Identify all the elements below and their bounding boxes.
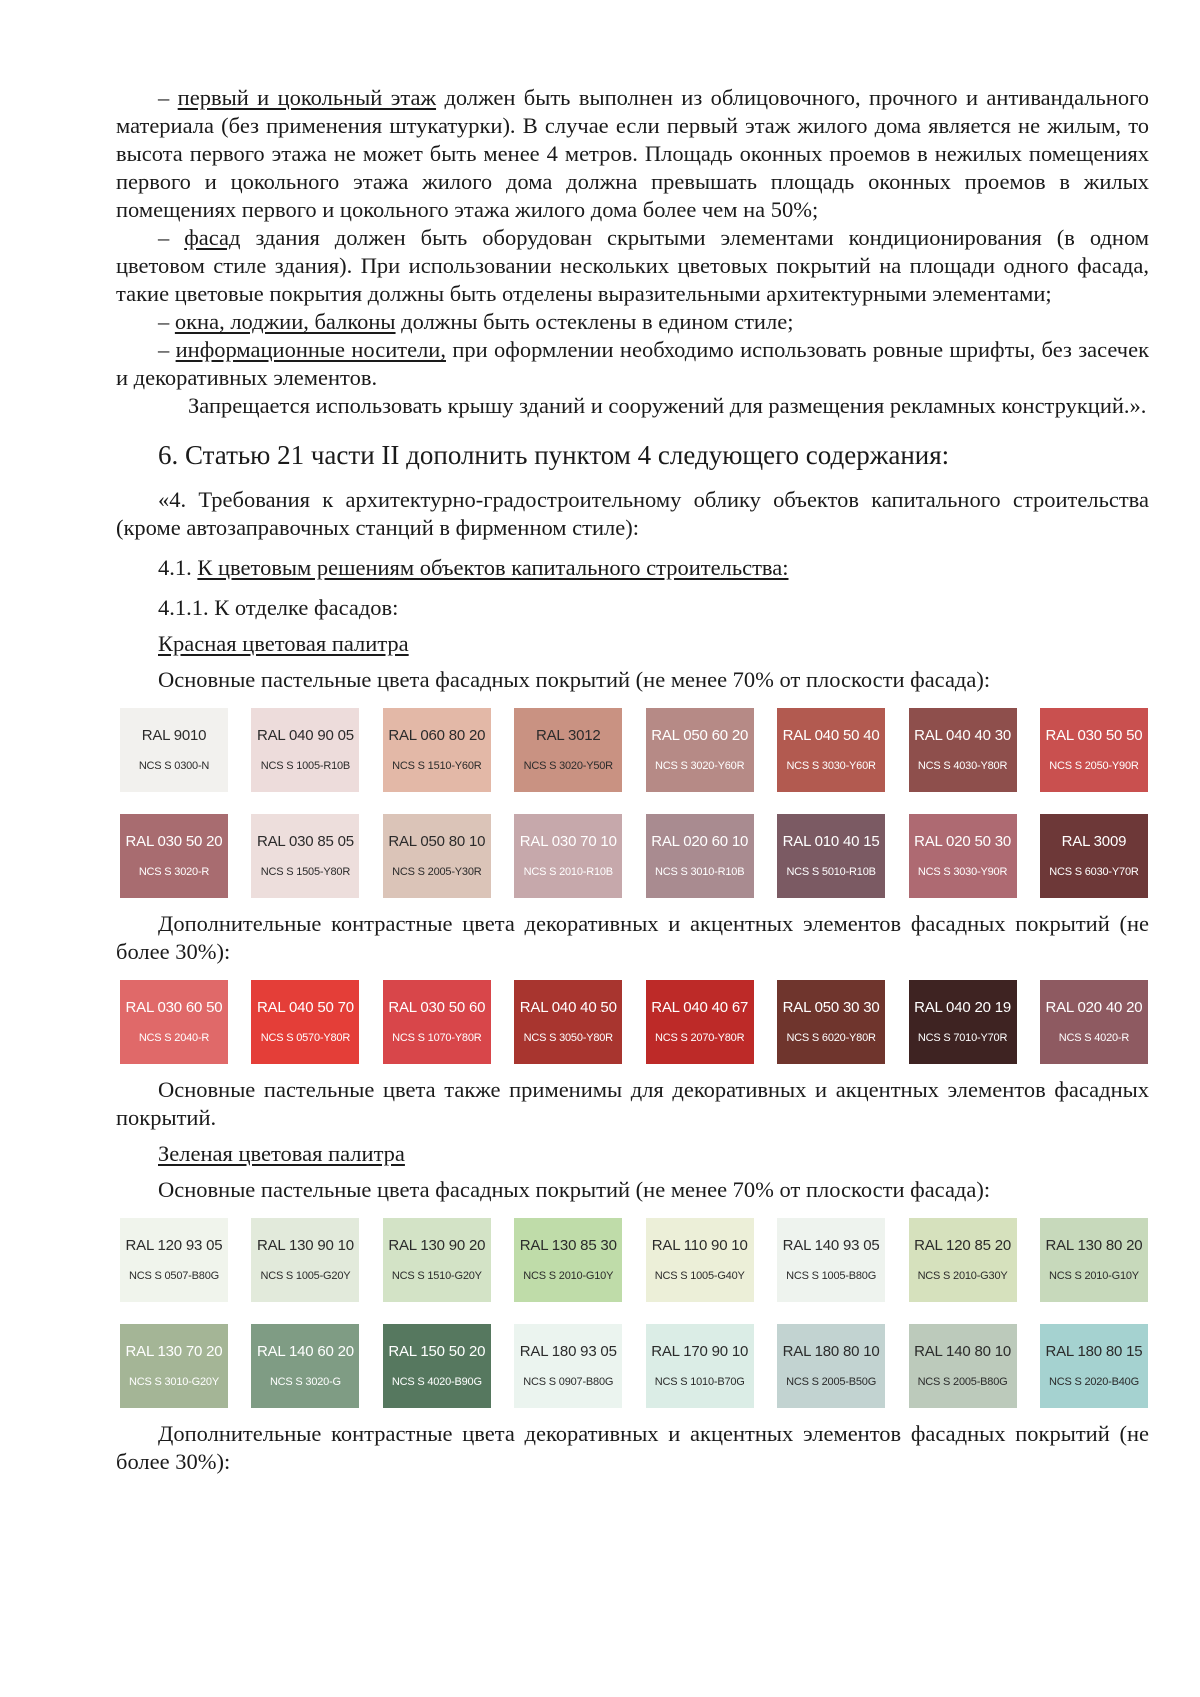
ral-code: RAL 3009	[1061, 833, 1127, 850]
green-palette-title	[116, 1140, 1149, 1168]
ncs-code: NCS S 1005-R10B	[260, 760, 351, 772]
dash: –	[158, 337, 176, 362]
ral-code: RAL 060 80 20	[388, 727, 486, 744]
color-swatch	[909, 1218, 1017, 1302]
ncs-code: NCS S 0300-N	[138, 760, 210, 772]
color-swatch	[383, 708, 491, 792]
color-swatch	[251, 1324, 359, 1408]
ncs-code: NCS S 6030-Y70R	[1049, 866, 1139, 878]
color-swatch	[777, 1218, 885, 1302]
ncs-code: NCS S 3050-Y80R	[523, 1032, 613, 1044]
bullet-windows	[116, 308, 1149, 336]
dash: –	[158, 225, 185, 250]
ncs-code: NCS S 1010-B70G	[654, 1376, 745, 1388]
green-main-caption: Основные пастельные цвета фасадных покрытий (не менее 70% от плоскости фасада):	[158, 1177, 991, 1202]
ral-code: RAL 030 50 20	[125, 833, 223, 850]
ral-code: RAL 3012	[535, 727, 601, 744]
swatch-row	[120, 708, 1148, 792]
ral-code: RAL 130 90 10	[256, 1237, 354, 1254]
color-swatch	[514, 814, 622, 898]
color-swatch	[909, 708, 1017, 792]
red-palette-title-text: Красная цветовая палитра	[158, 631, 409, 656]
term-info-carriers: информационные носители,	[175, 337, 446, 362]
color-swatch	[383, 980, 491, 1064]
ral-code: RAL 050 80 10	[388, 833, 486, 850]
color-swatch	[514, 1218, 622, 1302]
swatch-row	[120, 1218, 1148, 1302]
ral-code: RAL 020 40 20	[1045, 999, 1143, 1016]
color-swatch	[1040, 708, 1148, 792]
swatch-row	[120, 980, 1148, 1064]
red-main-swatches	[116, 708, 1149, 898]
also-applicable-note: Основные пастельные цвета также применимы для декоративных и акцентных элементов фасадных покрытий.	[116, 1077, 1149, 1130]
ral-code: RAL 040 40 50	[519, 999, 617, 1016]
color-swatch	[646, 814, 754, 898]
ncs-code: NCS S 2010-R10B	[523, 866, 613, 878]
ncs-code: NCS S 3020-R	[138, 866, 210, 878]
ncs-code: NCS S 1005-G40Y	[654, 1270, 745, 1282]
term-facade: фасад	[184, 225, 241, 250]
ral-code: RAL 040 20 19	[914, 999, 1011, 1016]
color-swatch	[646, 1324, 754, 1408]
ral-code: RAL 010 40 15	[782, 833, 880, 850]
green-palette-title-text: Зеленая цветовая палитра	[158, 1141, 405, 1166]
ral-code: RAL 040 50 40	[782, 727, 880, 744]
term-windows: окна, лоджии, балконы	[174, 309, 396, 334]
ncs-code: NCS S 2010-G30Y	[917, 1270, 1008, 1282]
color-swatch	[251, 708, 359, 792]
ncs-code: NCS S 3020-Y50R	[523, 760, 613, 772]
color-swatch	[1040, 980, 1148, 1064]
ncs-code: NCS S 3020-G	[269, 1376, 341, 1388]
color-swatch	[383, 1324, 491, 1408]
ral-code: RAL 030 85 05	[256, 833, 354, 850]
prohibition-paragraph: Запрещается использовать крышу зданий и сооружений для размещения рекламных конструкций.».	[188, 393, 1147, 418]
color-swatch	[120, 1218, 228, 1302]
ncs-code: NCS S 1005-G20Y	[260, 1270, 351, 1282]
section-heading: 6. Статью 21 части II дополнить пунктом 4 следующего содержания:	[158, 440, 950, 470]
color-swatch	[777, 814, 885, 898]
requirements-paragraph: «4. Требования к архитектурно-градостроительному облику объектов капитального строительства (кроме автозаправочных станций в фирменном стиле):	[116, 487, 1149, 540]
ncs-code: NCS S 4020-B90G	[391, 1376, 482, 1388]
ral-code: RAL 140 93 05	[782, 1237, 880, 1254]
swatch-row	[120, 814, 1148, 898]
ncs-code: NCS S 3030-Y60R	[786, 760, 876, 772]
ncs-code: NCS S 1005-B80G	[786, 1270, 877, 1282]
dash: –	[158, 85, 178, 110]
ral-code: RAL 020 60 10	[651, 833, 749, 850]
color-swatch	[777, 980, 885, 1064]
ral-code: RAL 110 90 10	[651, 1237, 748, 1254]
ral-code: RAL 030 50 60	[388, 999, 486, 1016]
red-palette-title	[116, 630, 1149, 658]
color-swatch	[909, 980, 1017, 1064]
ncs-code: NCS S 3010-R10B	[655, 866, 745, 878]
color-swatch	[1040, 1218, 1148, 1302]
red-main-caption: Основные пастельные цвета фасадных покрытий (не менее 70% от плоскости фасада):	[158, 667, 991, 692]
ncs-code: NCS S 1505-Y80R	[260, 866, 351, 878]
subsection-4-1-1: 4.1.1. К отделке фасадов:	[158, 595, 399, 620]
ncs-code: NCS S 7010-Y70R	[917, 1032, 1008, 1044]
color-swatch	[777, 1324, 885, 1408]
ral-code: RAL 120 85 20	[914, 1237, 1011, 1254]
bullet-text: здания должен быть оборудован скрытыми элементами кондиционирования (в одном цветовом стиле здания). При использовании нескольких цветовых покрытий на площади одного фасада, такие цветовые покрытия должны быть отделены выразительными архитектурными элементами;	[116, 225, 1150, 306]
ncs-code: NCS S 3020-Y60R	[655, 760, 745, 772]
color-swatch	[120, 1324, 228, 1408]
ncs-code: NCS S 2070-Y80R	[655, 1032, 745, 1044]
bullet-text: должны быть остеклены в едином стиле;	[395, 309, 794, 334]
swatch-row	[120, 1324, 1148, 1408]
ral-code: RAL 050 60 20	[651, 727, 749, 744]
color-swatch	[646, 980, 754, 1064]
ral-code: RAL 130 85 30	[519, 1237, 617, 1254]
color-swatch	[1040, 814, 1148, 898]
color-swatch	[383, 814, 491, 898]
green-additional-caption: Дополнительные контрастные цвета декоративных и акцентных элементов фасадных покрытий (не более 30%):	[116, 1421, 1149, 1474]
ncs-code: NCS S 3030-Y90R	[917, 866, 1008, 878]
ral-code: RAL 180 93 05	[519, 1343, 617, 1360]
color-swatch	[383, 1218, 491, 1302]
dash: –	[158, 309, 175, 334]
ncs-code: NCS S 0507-B80G	[129, 1270, 219, 1282]
ral-code: RAL 040 90 05	[256, 727, 354, 744]
bullet-text: должен быть выполнен из облицовочного, прочного и антивандального материала (без применения штукатурки). В случае если первый этаж жилого дома является не жилым, то высота первого этажа не может быть менее 4 метров. Площадь оконных проемов в нежилых помещениях первого и цокольного этажа жилого дома должна превышать площадь оконных проемов в жилых помещениях первого и цокольного этажа жилого дома более чем на 50%;	[116, 85, 1150, 222]
color-swatch	[777, 708, 885, 792]
color-swatch	[1040, 1324, 1148, 1408]
ncs-code: NCS S 2040-R	[138, 1032, 210, 1044]
green-main-swatches	[116, 1218, 1149, 1408]
ral-code: RAL 030 60 50	[125, 999, 223, 1016]
ral-code: RAL 020 50 30	[914, 833, 1011, 850]
ral-code: RAL 180 80 15	[1045, 1343, 1143, 1360]
ral-code: RAL 030 50 50	[1045, 727, 1143, 744]
ral-code: RAL 180 80 10	[782, 1343, 880, 1360]
color-swatch	[120, 980, 228, 1064]
ncs-code: NCS S 2005-B50G	[786, 1376, 877, 1388]
bullet-text: при оформлении необходимо использовать ровные шрифты, без засечек и декоративных элементов.	[116, 337, 1149, 390]
bullet-info-carriers	[116, 336, 1149, 392]
ncs-code: NCS S 2005-Y30R	[392, 866, 482, 878]
subsection-number: 4.1.	[158, 555, 198, 580]
ral-code: RAL 130 70 20	[125, 1343, 223, 1360]
ncs-code: NCS S 1510-G20Y	[391, 1270, 482, 1282]
ncs-code: NCS S 2020-B40G	[1048, 1376, 1139, 1388]
subsection-4-1	[116, 554, 1149, 582]
ral-code: RAL 9010	[141, 727, 207, 744]
ral-code: RAL 130 90 20	[388, 1237, 486, 1254]
ncs-code: NCS S 1070-Y80R	[392, 1032, 482, 1044]
color-swatch	[251, 814, 359, 898]
ral-code: RAL 150 50 20	[388, 1343, 486, 1360]
ncs-code: NCS S 4020-R	[1058, 1032, 1130, 1044]
red-additional-swatches	[116, 980, 1149, 1064]
ral-code: RAL 040 40 67	[651, 999, 749, 1016]
ncs-code: NCS S 1510-Y60R	[392, 760, 482, 772]
ral-code: RAL 040 40 30	[914, 727, 1011, 744]
ral-code: RAL 130 80 20	[1045, 1237, 1143, 1254]
bullet-facade	[116, 224, 1149, 308]
color-swatch	[646, 708, 754, 792]
term-first-floor: первый и цокольный этаж	[177, 85, 437, 110]
color-swatch	[514, 708, 622, 792]
color-swatch	[646, 1218, 754, 1302]
ncs-code: NCS S 6020-Y80R	[786, 1032, 876, 1044]
red-additional-caption: Дополнительные контрастные цвета декоративных и акцентных элементов фасадных покрытий (не более 30%):	[116, 911, 1149, 964]
color-swatch	[514, 1324, 622, 1408]
document-page	[116, 84, 1149, 1476]
ncs-code: NCS S 0907-B80G	[523, 1376, 614, 1388]
ncs-code: NCS S 2010-G10Y	[523, 1270, 614, 1282]
ncs-code: NCS S 2050-Y90R	[1049, 760, 1139, 772]
color-swatch	[120, 814, 228, 898]
color-swatch	[251, 1218, 359, 1302]
ral-code: RAL 140 60 20	[256, 1343, 354, 1360]
color-swatch	[120, 708, 228, 792]
ral-code: RAL 050 30 30	[782, 999, 880, 1016]
ncs-code: NCS S 2005-B80G	[917, 1376, 1008, 1388]
ral-code: RAL 120 93 05	[125, 1237, 223, 1254]
subsection-title: К цветовым решениям объектов капитального строительства:	[197, 555, 789, 580]
ncs-code: NCS S 4030-Y80R	[917, 760, 1008, 772]
ncs-code: NCS S 3010-G20Y	[129, 1376, 219, 1388]
ncs-code: NCS S 5010-R10B	[786, 866, 876, 878]
ncs-code: NCS S 0570-Y80R	[260, 1032, 351, 1044]
ral-code: RAL 140 80 10	[914, 1343, 1011, 1360]
ncs-code: NCS S 2010-G10Y	[1048, 1270, 1139, 1282]
bullet-first-floor	[116, 84, 1149, 224]
ral-code: RAL 030 70 10	[519, 833, 617, 850]
ral-code: RAL 040 50 70	[256, 999, 354, 1016]
color-swatch	[251, 980, 359, 1064]
ral-code: RAL 170 90 10	[651, 1343, 749, 1360]
color-swatch	[909, 1324, 1017, 1408]
color-swatch	[909, 814, 1017, 898]
color-swatch	[514, 980, 622, 1064]
